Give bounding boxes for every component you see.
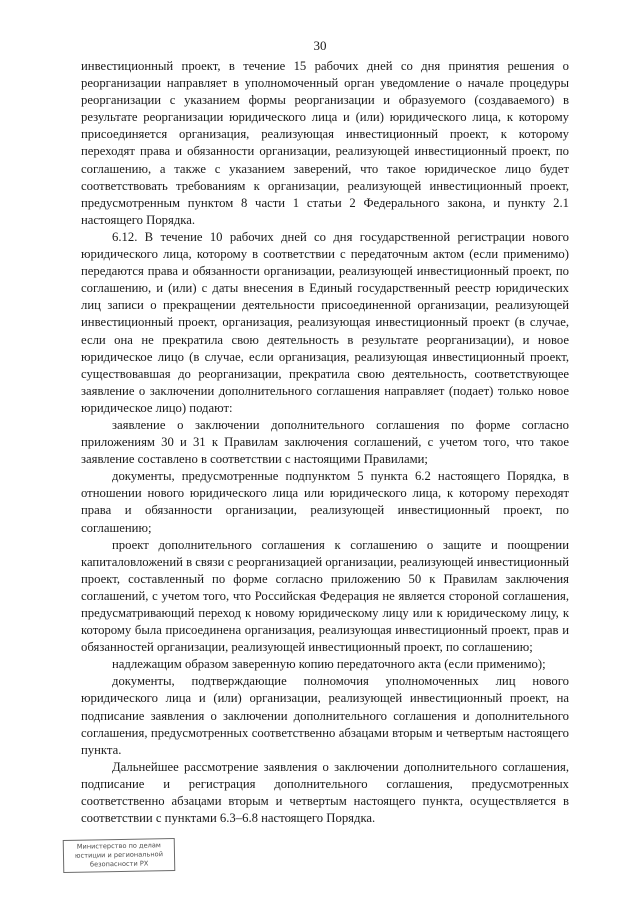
ministry-stamp [63, 838, 176, 873]
paragraph-transfer-act: надлежащим образом заверенную копию передаточного акта (если применимо); [112, 657, 546, 672]
document-body [81, 58, 569, 827]
paragraph-further-review: Дальнейшее рассмотрение заявления о заключении дополнительного соглашения, подписание и регистрация дополнительного соглашения, предусмотренных соответственно абзацами вторым и четвертым настоящего пункта, осуществляется в соответствии с пунктами 6.3–6.8 настоящего Порядка. [81, 759, 569, 826]
stamp-line: юстиции и региональной [74, 850, 164, 860]
paragraph-continuation: инвестиционный проект, в течение 15 рабочих дней со дня принятия решения о реорганизации направляет в уполномоченный орган уведомление о начале процедуры реорганизации с указанием формы реорганизации и образуемого (создаваемого) в результате реорганизации юридического лица и (или) юридического лица, к которому присоединяется организация, реализующая инвестиционный проект, к которому переходят права и обязанности организации, реализующей инвестиционный проект, по соглашению, а также с указанием заверений, что такое юридическое лицо будет соответствовать требованиям к организации, реализующей инвестиционный проект, предусмотренным пунктом 8 части 1 статьи 2 Федерального закона, и пункту 2.1 настоящего Порядка. [81, 59, 569, 227]
paragraph-application: заявление о заключении дополнительного соглашения по форме согласно приложениям 30 и 31 к Правилам заключения соглашений, с учетом того, что такое заявление составлено в соответствии с настоящими Правилами; [81, 417, 569, 467]
stamp-line: безопасности РХ [89, 859, 149, 869]
paragraph-6-12: 6.12. В течение 10 рабочих дней со дня государственной регистрации нового юридического лица, которому в соответствии с передаточным актом (если применимо) передаются права и обязанности организации, реализующей инвестиционный проект, по соглашению, и (или) с даты внесения в Единый государственный реестр юридических лиц записи о прекращении деятельности присоединенной организации, реализующей инвестиционный проект, организация, реализующая инвестиционный проект (в случае, если она не прекратила свою деятельность в результате реорганизации), и новое юридическое лицо (в случае, если организация, реализующая инвестиционный проект, существовавшая до реорганизации, прекратила свою деятельность, соответствующее заявление о заключении дополнительного соглашения направляет (подает) только новое юридическое лицо) подают: [81, 229, 569, 415]
paragraph-documents: документы, предусмотренные подпунктом 5 пункта 6.2 настоящего Порядка, в отношении нового юридического лица или юридического лица, к которому переходят права и обязанности организации, реализующей инвестиционный проект, по соглашению; [81, 469, 569, 535]
paragraph-draft-agreement: проект дополнительного соглашения к соглашению о защите и поощрении капиталовложений в связи с реорганизацией организации, реализующей инвестиционный проект, составленный по форме согласно приложению 50 к Правилам заключения соглашений, с учетом того, что Российская Федерация не является стороной соглашения, предусматривающий переход к новому юридическому лицу или к юридическому лицу, к которому была присоединена организация, реализующая инвестиционный проект, прав и обязанностей организации, реализующей инвестиционный проект, по соглашению; [81, 537, 569, 655]
paragraph-authority-documents: документы, подтверждающие полномочия уполномоченных лиц нового юридического лица и (или) организации, реализующей инвестиционный проект, на подписание заявления о заключении дополнительного соглашения и дополнительного соглашения, предусмотренных соответственно абзацами вторым и четвертым настоящего пункта. [81, 674, 569, 757]
stamp-line: Министерство по делам [76, 841, 161, 851]
page-number: 30 [313, 38, 327, 53]
